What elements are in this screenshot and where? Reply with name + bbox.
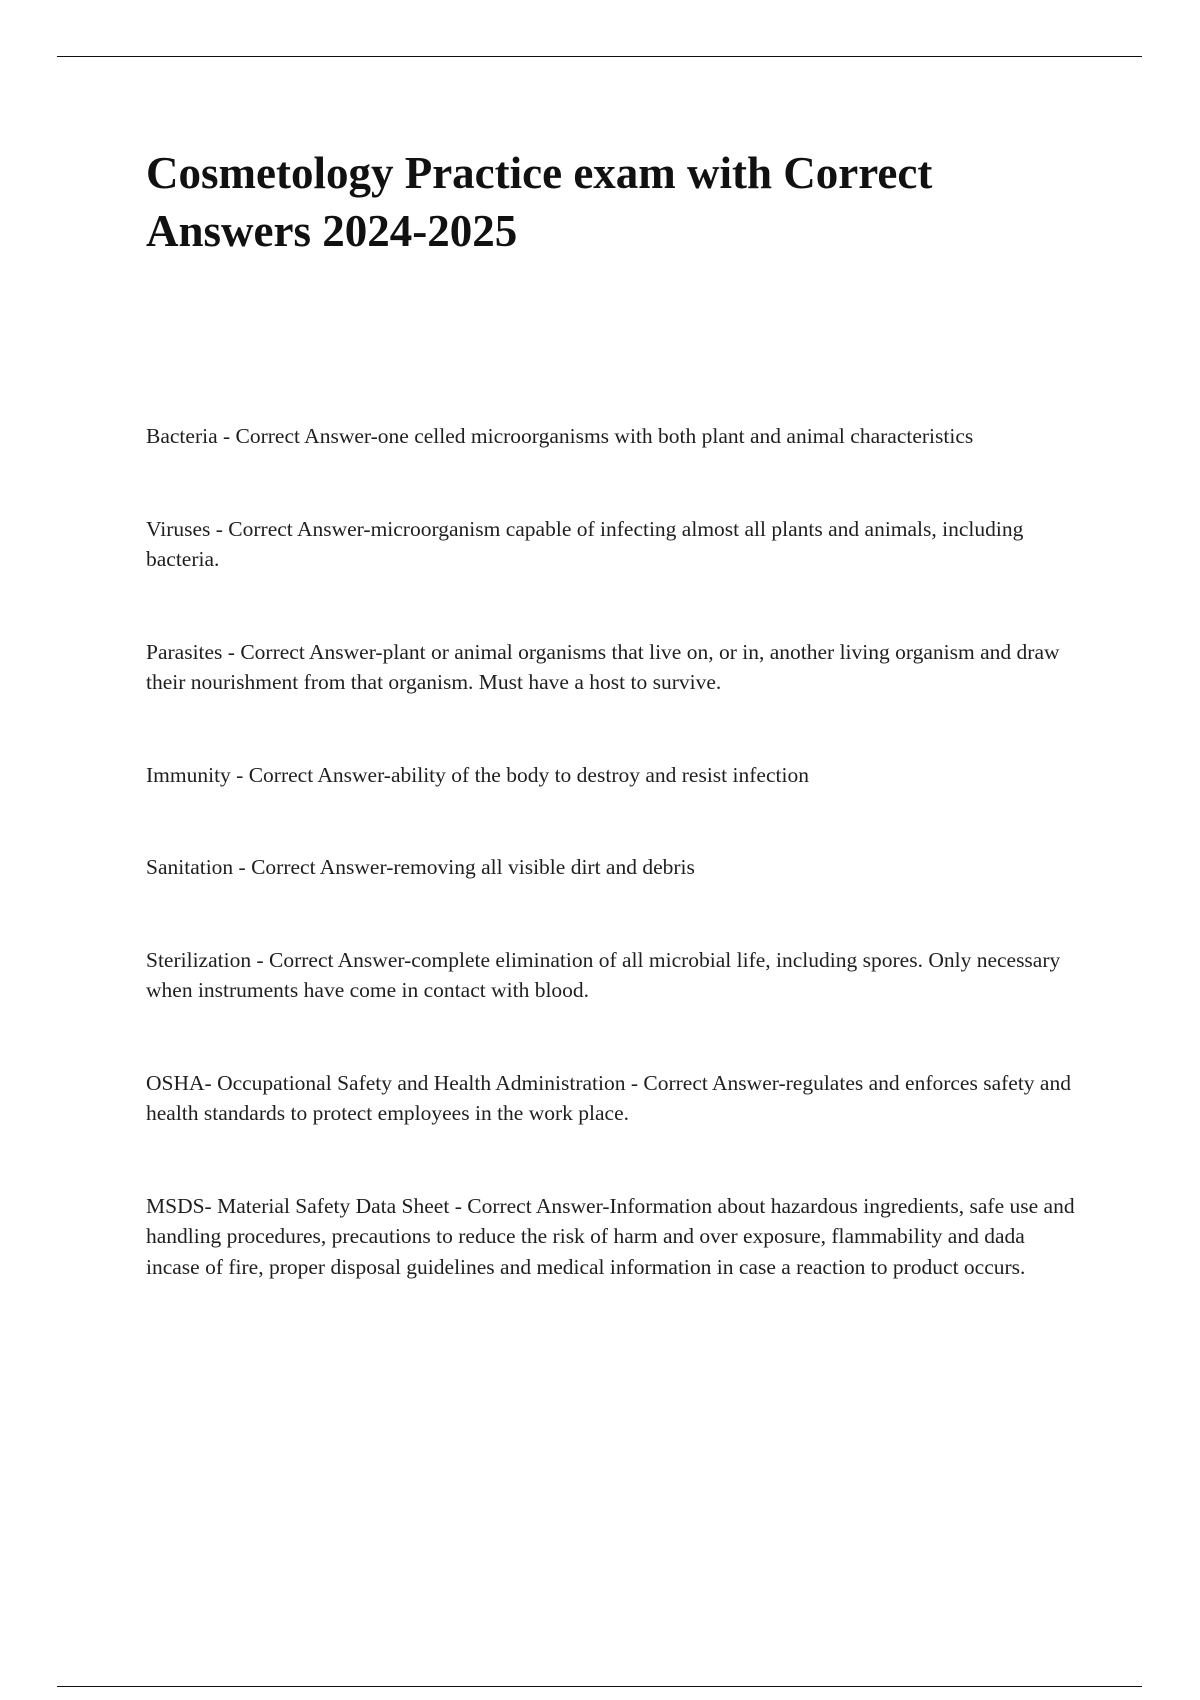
entry-msds: MSDS- Material Safety Data Sheet - Correct Answer-Information about hazardous ingredients, safe use and handling procedures, precautions to reduce the risk of harm and over exposure, flammability and dada incase of fire, proper disposal guidelines and medical information in case a reaction to product occurs. [146, 1193, 1075, 1279]
header-rule [57, 56, 1142, 57]
entry-immunity: Immunity - Correct Answer-ability of the body to destroy and resist infection [146, 762, 809, 787]
page-title: Cosmetology Practice exam with Correct Answers 2024-2025 [146, 148, 933, 256]
entry-viruses: Viruses - Correct Answer-microorganism capable of infecting almost all plants and animals, including bacteria. [146, 516, 1024, 571]
entry-osha: OSHA- Occupational Safety and Health Administration - Correct Answer-regulates and enforces safety and health standards to protect employees in the work place. [146, 1070, 1071, 1125]
entry-sanitation: Sanitation - Correct Answer-removing all visible dirt and debris [146, 855, 695, 879]
entry-list [146, 421, 1081, 1282]
entry-sterilization: Sterilization - Correct Answer-complete elimination of all microbial life, including spores. Only necessary when instruments have come in contact with blood. [146, 947, 1061, 1002]
entry-parasites: Parasites - Correct Answer-plant or animal organisms that live on, or in, another living organism and draw their nourishment from that organism. Must have a host to survive. [146, 639, 1060, 694]
footer-rule [57, 1686, 1142, 1687]
entry-bacteria: Bacteria - Correct Answer-one celled microorganisms with both plant and animal characteristics [146, 424, 974, 448]
